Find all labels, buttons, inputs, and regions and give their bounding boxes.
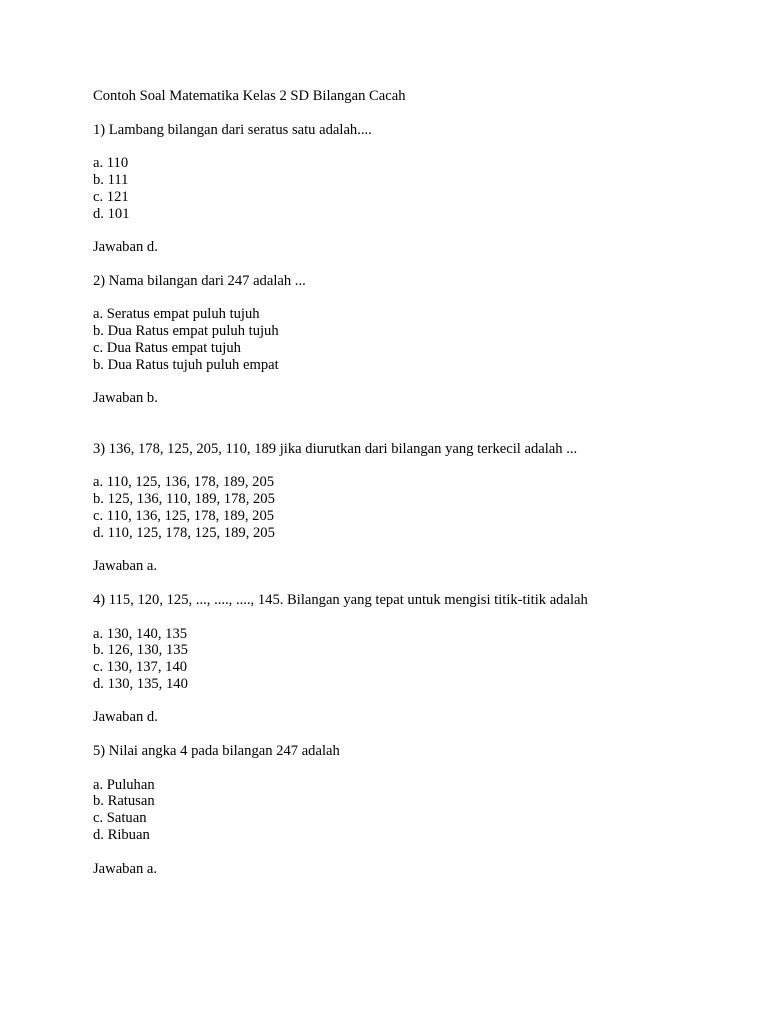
question-block-4	[93, 592, 733, 726]
answer-text: Jawaban b.	[93, 390, 158, 407]
question-block-3	[93, 441, 733, 575]
option-list	[93, 155, 733, 222]
answer-text: Jawaban a.	[93, 860, 158, 877]
option-list	[93, 474, 733, 541]
question-block-5	[93, 743, 733, 877]
option-list	[93, 306, 733, 373]
document-title: Contoh Soal Matematika Kelas 2 SD Bilangan Cacah	[93, 88, 406, 104]
option-a: a. Puluhan	[93, 776, 155, 793]
question-block-2	[93, 273, 733, 407]
option-d: d. 110, 125, 178, 125, 189, 205	[93, 524, 275, 541]
option-c: c. 121	[93, 188, 129, 205]
answer-text: Jawaban d.	[93, 239, 158, 256]
option-d: d. Ribuan	[93, 827, 150, 844]
question-text: 5) Nilai angka 4 pada bilangan 247 adalah	[93, 743, 340, 760]
option-b: b. Ratusan	[93, 793, 155, 810]
question-block-1	[93, 122, 733, 256]
option-b: b. 125, 136, 110, 189, 178, 205	[93, 491, 275, 508]
answer-text: Jawaban a.	[93, 558, 158, 575]
answer-text: Jawaban d.	[93, 709, 158, 726]
option-d: d. 130, 135, 140	[93, 675, 188, 692]
option-c: c. 130, 137, 140	[93, 659, 188, 676]
option-a: a. Seratus empat puluh tujuh	[93, 306, 260, 323]
option-list	[93, 777, 733, 844]
option-a: a. 110, 125, 136, 178, 189, 205	[93, 474, 275, 491]
question-text: 1) Lambang bilangan dari seratus satu adalah....	[93, 121, 372, 138]
question-text: 3) 136, 178, 125, 205, 110, 189 jika diurutkan dari bilangan yang terkecil adalah ...	[93, 440, 578, 457]
option-d: b. Dua Ratus tujuh puluh empat	[93, 356, 279, 373]
option-list	[93, 626, 733, 693]
option-a: a. 110	[93, 155, 129, 172]
option-b: b. 126, 130, 135	[93, 642, 188, 659]
option-a: a. 130, 140, 135	[93, 625, 188, 642]
question-text: 4) 115, 120, 125, ..., ...., ...., 145. Bilangan yang tepat untuk mengisi titik-titik adalah	[93, 591, 588, 608]
option-b: b. Dua Ratus empat puluh tujuh	[93, 323, 279, 340]
question-text: 2) Nama bilangan dari 247 adalah ...	[93, 272, 306, 289]
option-b: b. 111	[93, 171, 129, 188]
document-page	[93, 88, 733, 877]
option-c: c. Satuan	[93, 810, 147, 827]
option-c: c. 110, 136, 125, 178, 189, 205	[93, 507, 275, 524]
option-c: c. Dua Ratus empat tujuh	[93, 339, 241, 356]
option-d: d. 101	[93, 205, 130, 222]
